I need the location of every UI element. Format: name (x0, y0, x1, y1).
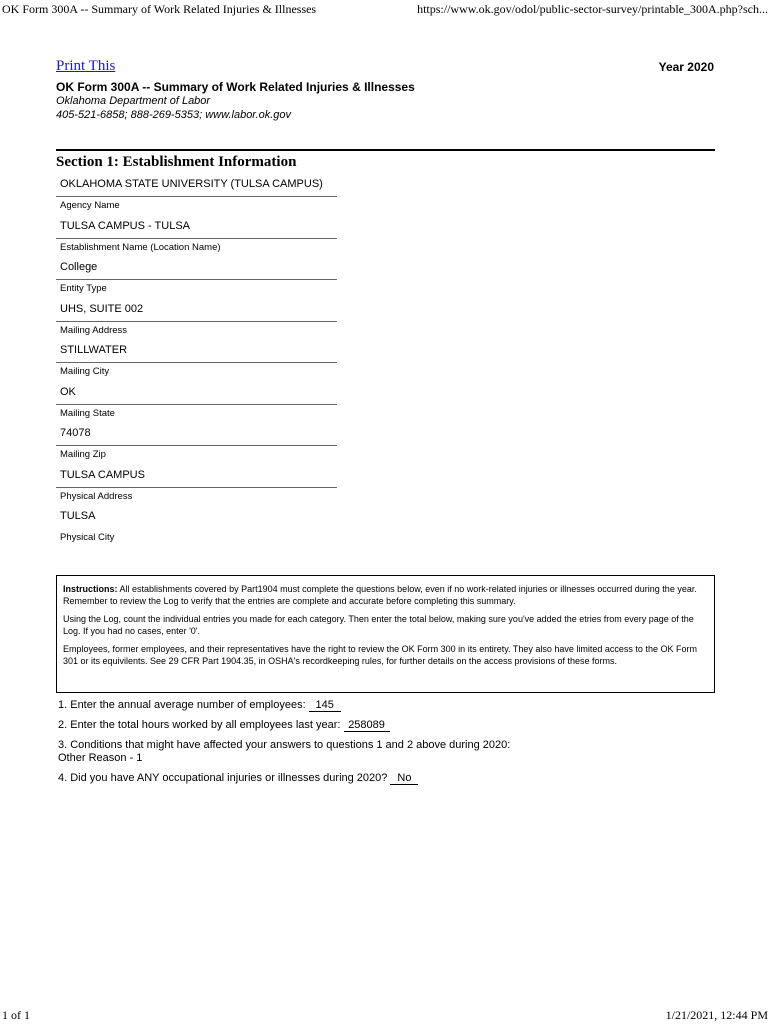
field-mailing-address (56, 301, 337, 343)
field-underline (56, 445, 337, 446)
instructions-lead: Instructions: (63, 584, 118, 594)
field-underline (56, 321, 337, 322)
field-value: TULSA CAMPUS - TULSA (60, 219, 190, 232)
field-label: Mailing City (60, 366, 110, 377)
field-mailing-state (56, 384, 337, 426)
question-2 (58, 719, 390, 732)
field-label: Agency Name (60, 200, 120, 211)
field-agency-name (56, 176, 337, 218)
field-label: Entity Type (60, 283, 107, 294)
question-1-answer: 145 (309, 699, 341, 712)
field-physical-address (56, 467, 337, 509)
department-contact: 405-521-6858; 888-269-5353; www.labor.ok.gov (56, 109, 292, 121)
field-value: 74078 (60, 427, 91, 439)
department-name: Oklahoma Department of Labor (56, 95, 211, 107)
field-entity-type (56, 259, 337, 301)
browser-url: https://www.ok.gov/odol/public-sector-survey/printable_300A.php?sch... (417, 2, 768, 16)
form-year: Year 2020 (658, 60, 714, 74)
field-label: Mailing Address (60, 324, 128, 336)
section-divider (56, 149, 715, 151)
field-underline (56, 487, 337, 488)
question-1 (58, 699, 341, 712)
field-value: College (60, 261, 98, 273)
establishment-fields (56, 176, 337, 550)
field-underline (56, 362, 337, 363)
field-underline (56, 196, 337, 197)
print-this-link[interactable]: Print This (56, 58, 116, 74)
field-value: OKLAHOMA STATE UNIVERSITY (TULSA CAMPUS) (60, 178, 323, 190)
field-label: Mailing State (60, 407, 115, 419)
question-3-text: 3. Conditions that might have affected your answers to questions 1 and 2 above during 2020: (58, 739, 511, 751)
field-underline (56, 238, 337, 239)
field-label: Physical Address (60, 490, 133, 502)
field-label: Mailing Zip (60, 449, 106, 460)
field-physical-city (56, 508, 337, 550)
field-mailing-zip (56, 425, 337, 467)
instructions-box (56, 575, 715, 693)
instructions-paragraph-1 (63, 584, 708, 607)
form-title: OK Form 300A -- Summary of Work Related Injuries & Illnesses (56, 80, 415, 94)
field-label: Establishment Name (Location Name) (60, 241, 221, 253)
field-underline (56, 404, 337, 405)
field-value: UHS, SUITE 002 (60, 302, 144, 315)
instructions-text-1: All establishments covered by Part1904 must complete the questions below, even if no work-related injuries or illnesses occurred during the year. Remember to review the Log to verify that the entries are complete and accurate before completing this summary. (63, 584, 697, 606)
question-2-answer: 258089 (344, 719, 390, 732)
instructions-paragraph-3: Employees, former employees, and their representatives have the right to review the OK Form 300 in its entirety. They also have limited access to the OK Form 301 or its equivilents. See 29 CFR Part 1904.35, in OSHA's recordkeeping rules, for further details on the access provisions of these forms. (63, 644, 697, 666)
question-3-answer: Other Reason - 1 (58, 752, 143, 764)
field-value: OK (60, 385, 76, 398)
field-value: STILLWATER (60, 344, 128, 356)
print-timestamp: 1/21/2021, 12:44 PM (665, 1008, 768, 1022)
field-mailing-city (56, 342, 337, 384)
question-4 (58, 772, 418, 785)
field-label: Physical City (60, 532, 115, 543)
page-count: 1 of 1 (2, 1008, 30, 1022)
section-1-title: Section 1: Establishment Information (56, 154, 297, 170)
instructions-paragraph-2: Using the Log, count the individual entries you made for each category. Then enter the total below, making sure you've added the etries from every page of the Log. If you had no cases, enter '0'. (63, 614, 694, 636)
question-2-text: 2. Enter the total hours worked by all employees last year: (58, 719, 341, 731)
question-1-text: 1. Enter the annual average number of employees: (58, 699, 306, 711)
field-value: TULSA (60, 510, 96, 522)
field-underline (56, 279, 337, 280)
question-4-text: 4. Did you have ANY occupational injuries or illnesses during 2020? (58, 772, 388, 784)
browser-page-title: OK Form 300A -- Summary of Work Related Injuries & Illnesses (2, 2, 317, 16)
field-establishment-name (56, 218, 337, 260)
field-value: TULSA CAMPUS (60, 468, 145, 481)
question-4-answer: No (390, 772, 418, 785)
